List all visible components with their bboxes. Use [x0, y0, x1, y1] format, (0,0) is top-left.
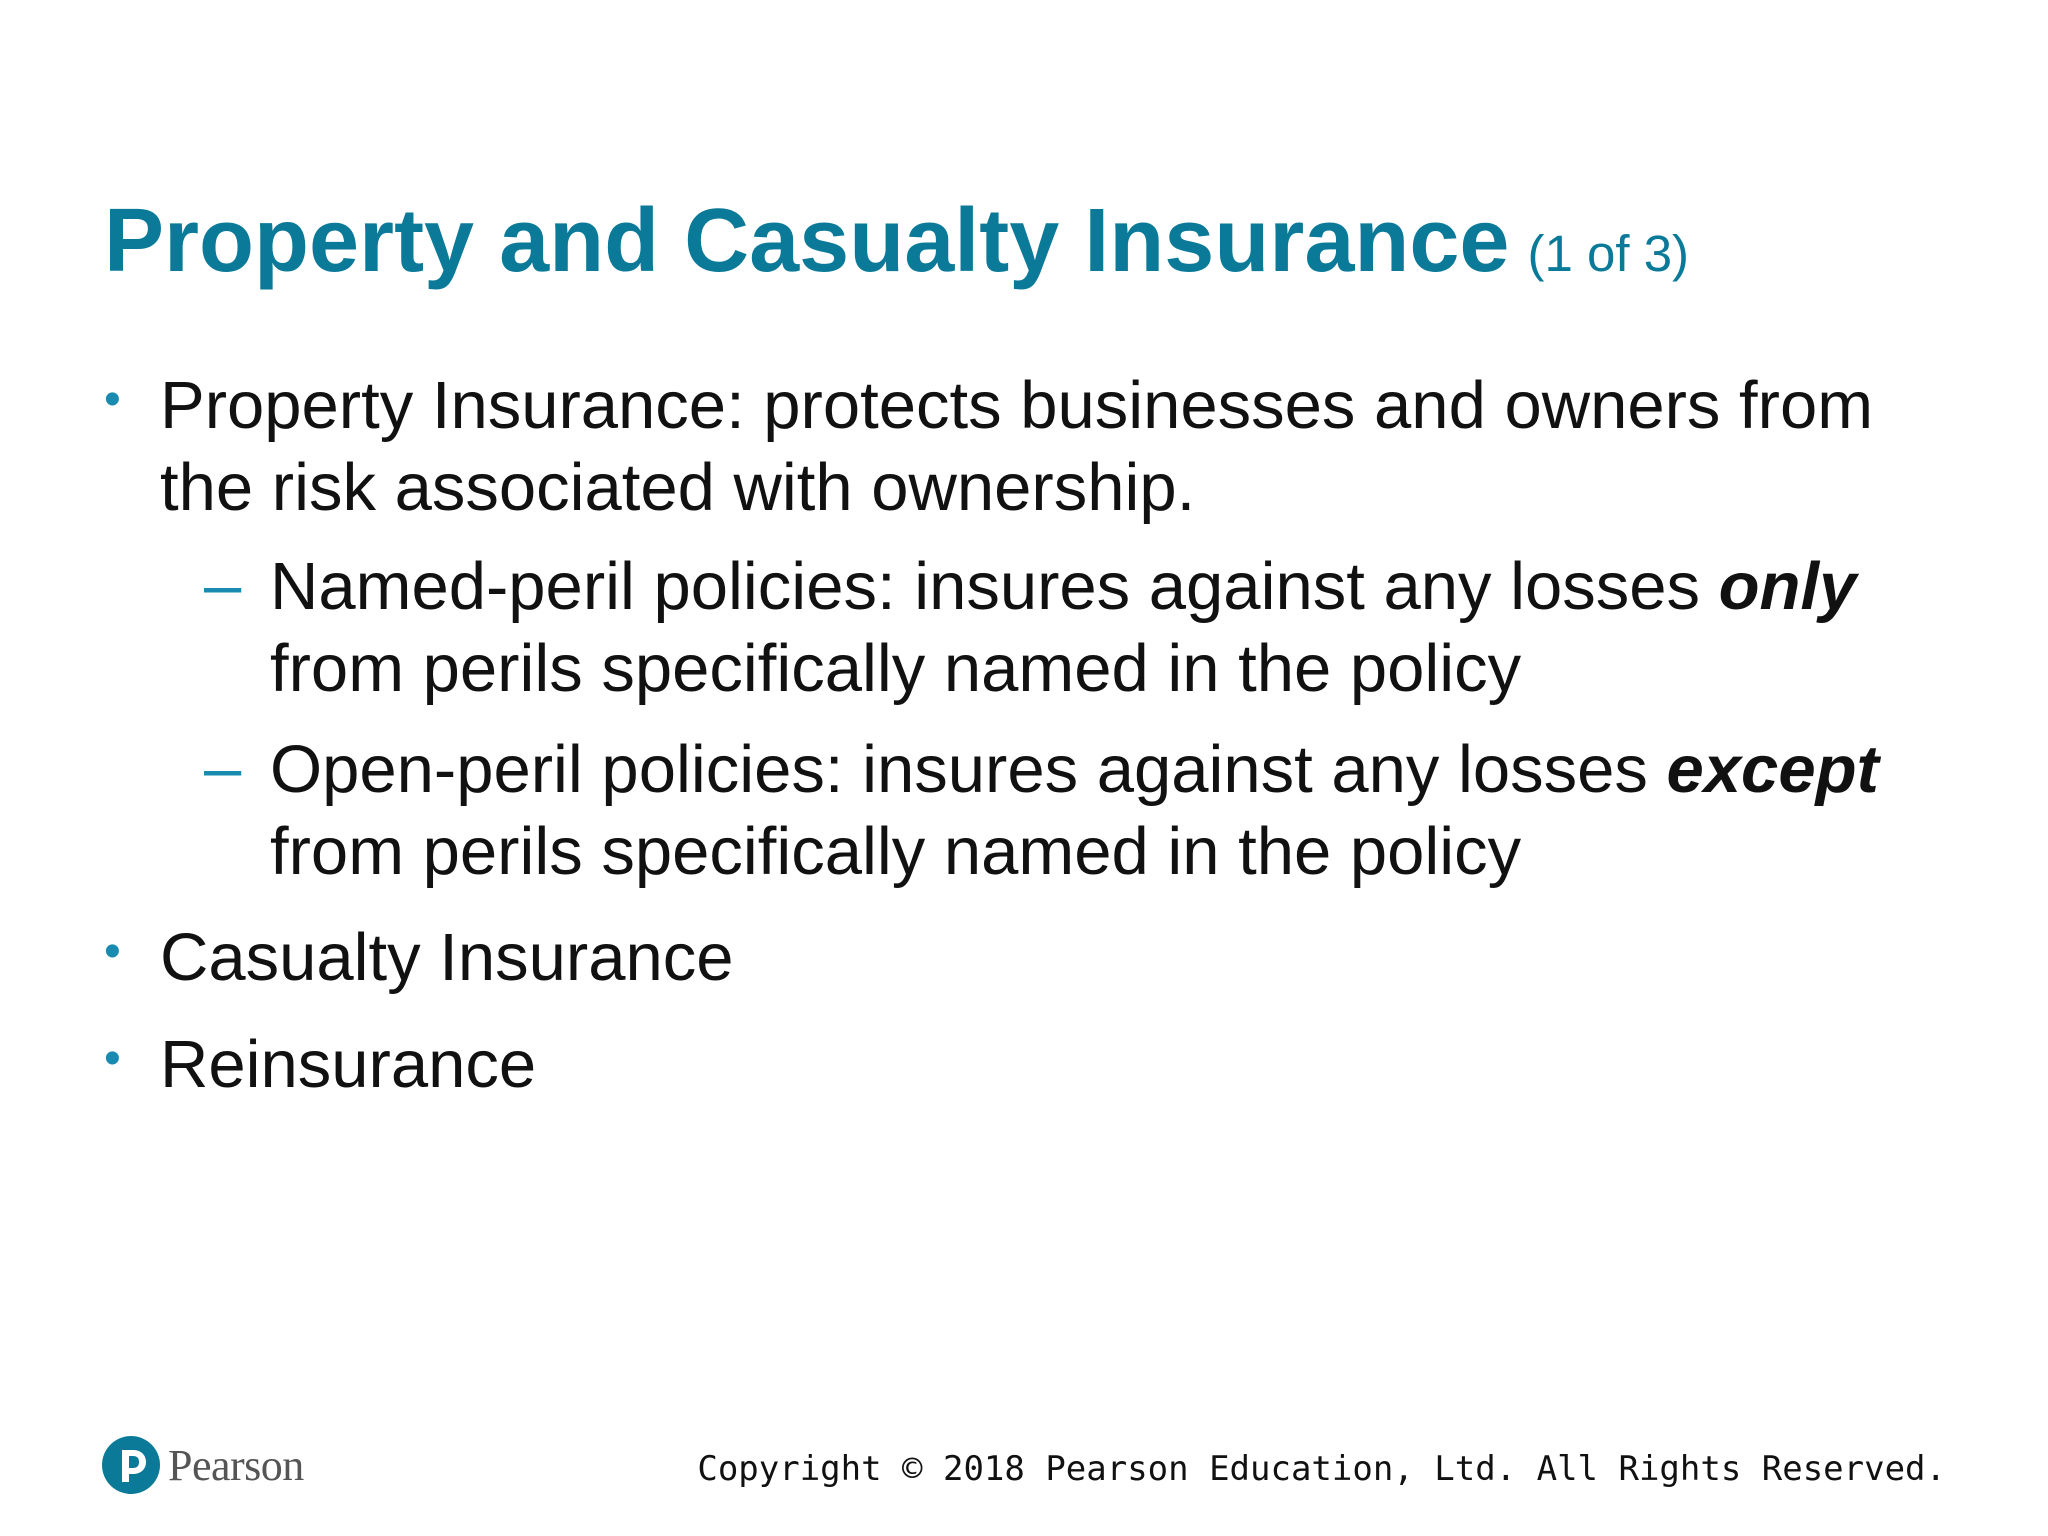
pearson-logo-text: Pearson	[168, 1440, 304, 1490]
named-peril-line1	[270, 546, 1856, 628]
bullet-property	[160, 365, 1873, 529]
pearson-logo-icon	[102, 1436, 160, 1494]
dash-icon: –	[204, 730, 242, 805]
open-peril-emphasis: except	[1666, 732, 1879, 807]
copyright-text: Copyright © 2018 Pearson Education, Ltd. All Rights Reserved.	[697, 1449, 1946, 1489]
open-peril-text: Open-peril policies: insures against any losses	[270, 732, 1667, 807]
named-peril-text: Named-peril policies: insures against any losses	[270, 549, 1719, 624]
subbullet-open-peril	[270, 729, 1879, 893]
title-counter: (1 of 3)	[1527, 225, 1690, 282]
open-peril-line2: from perils specifically named in the policy	[270, 814, 1522, 889]
bullet-property-line1: Property Insurance: protects businesses and owners from	[160, 368, 1874, 443]
bullet-casualty: Casualty Insurance	[160, 920, 734, 995]
subbullet-named-peril	[270, 546, 1856, 710]
pearson-logo	[102, 1436, 304, 1494]
bullet-reinsurance: Reinsurance	[160, 1027, 537, 1102]
bullet-property-line2: the risk associated with ownership.	[160, 450, 1196, 525]
bullet-dot-icon: •	[104, 925, 121, 978]
bullet-dot-icon: •	[104, 373, 121, 426]
title-main: Property and Casualty Insurance	[104, 191, 1510, 291]
open-peril-line1	[270, 729, 1879, 811]
slide-title	[104, 190, 1689, 293]
named-peril-line2: from perils specifically named in the policy	[270, 631, 1522, 706]
named-peril-emphasis: only	[1718, 549, 1857, 624]
dash-icon: –	[204, 547, 242, 622]
bullet-dot-icon: •	[104, 1032, 121, 1085]
